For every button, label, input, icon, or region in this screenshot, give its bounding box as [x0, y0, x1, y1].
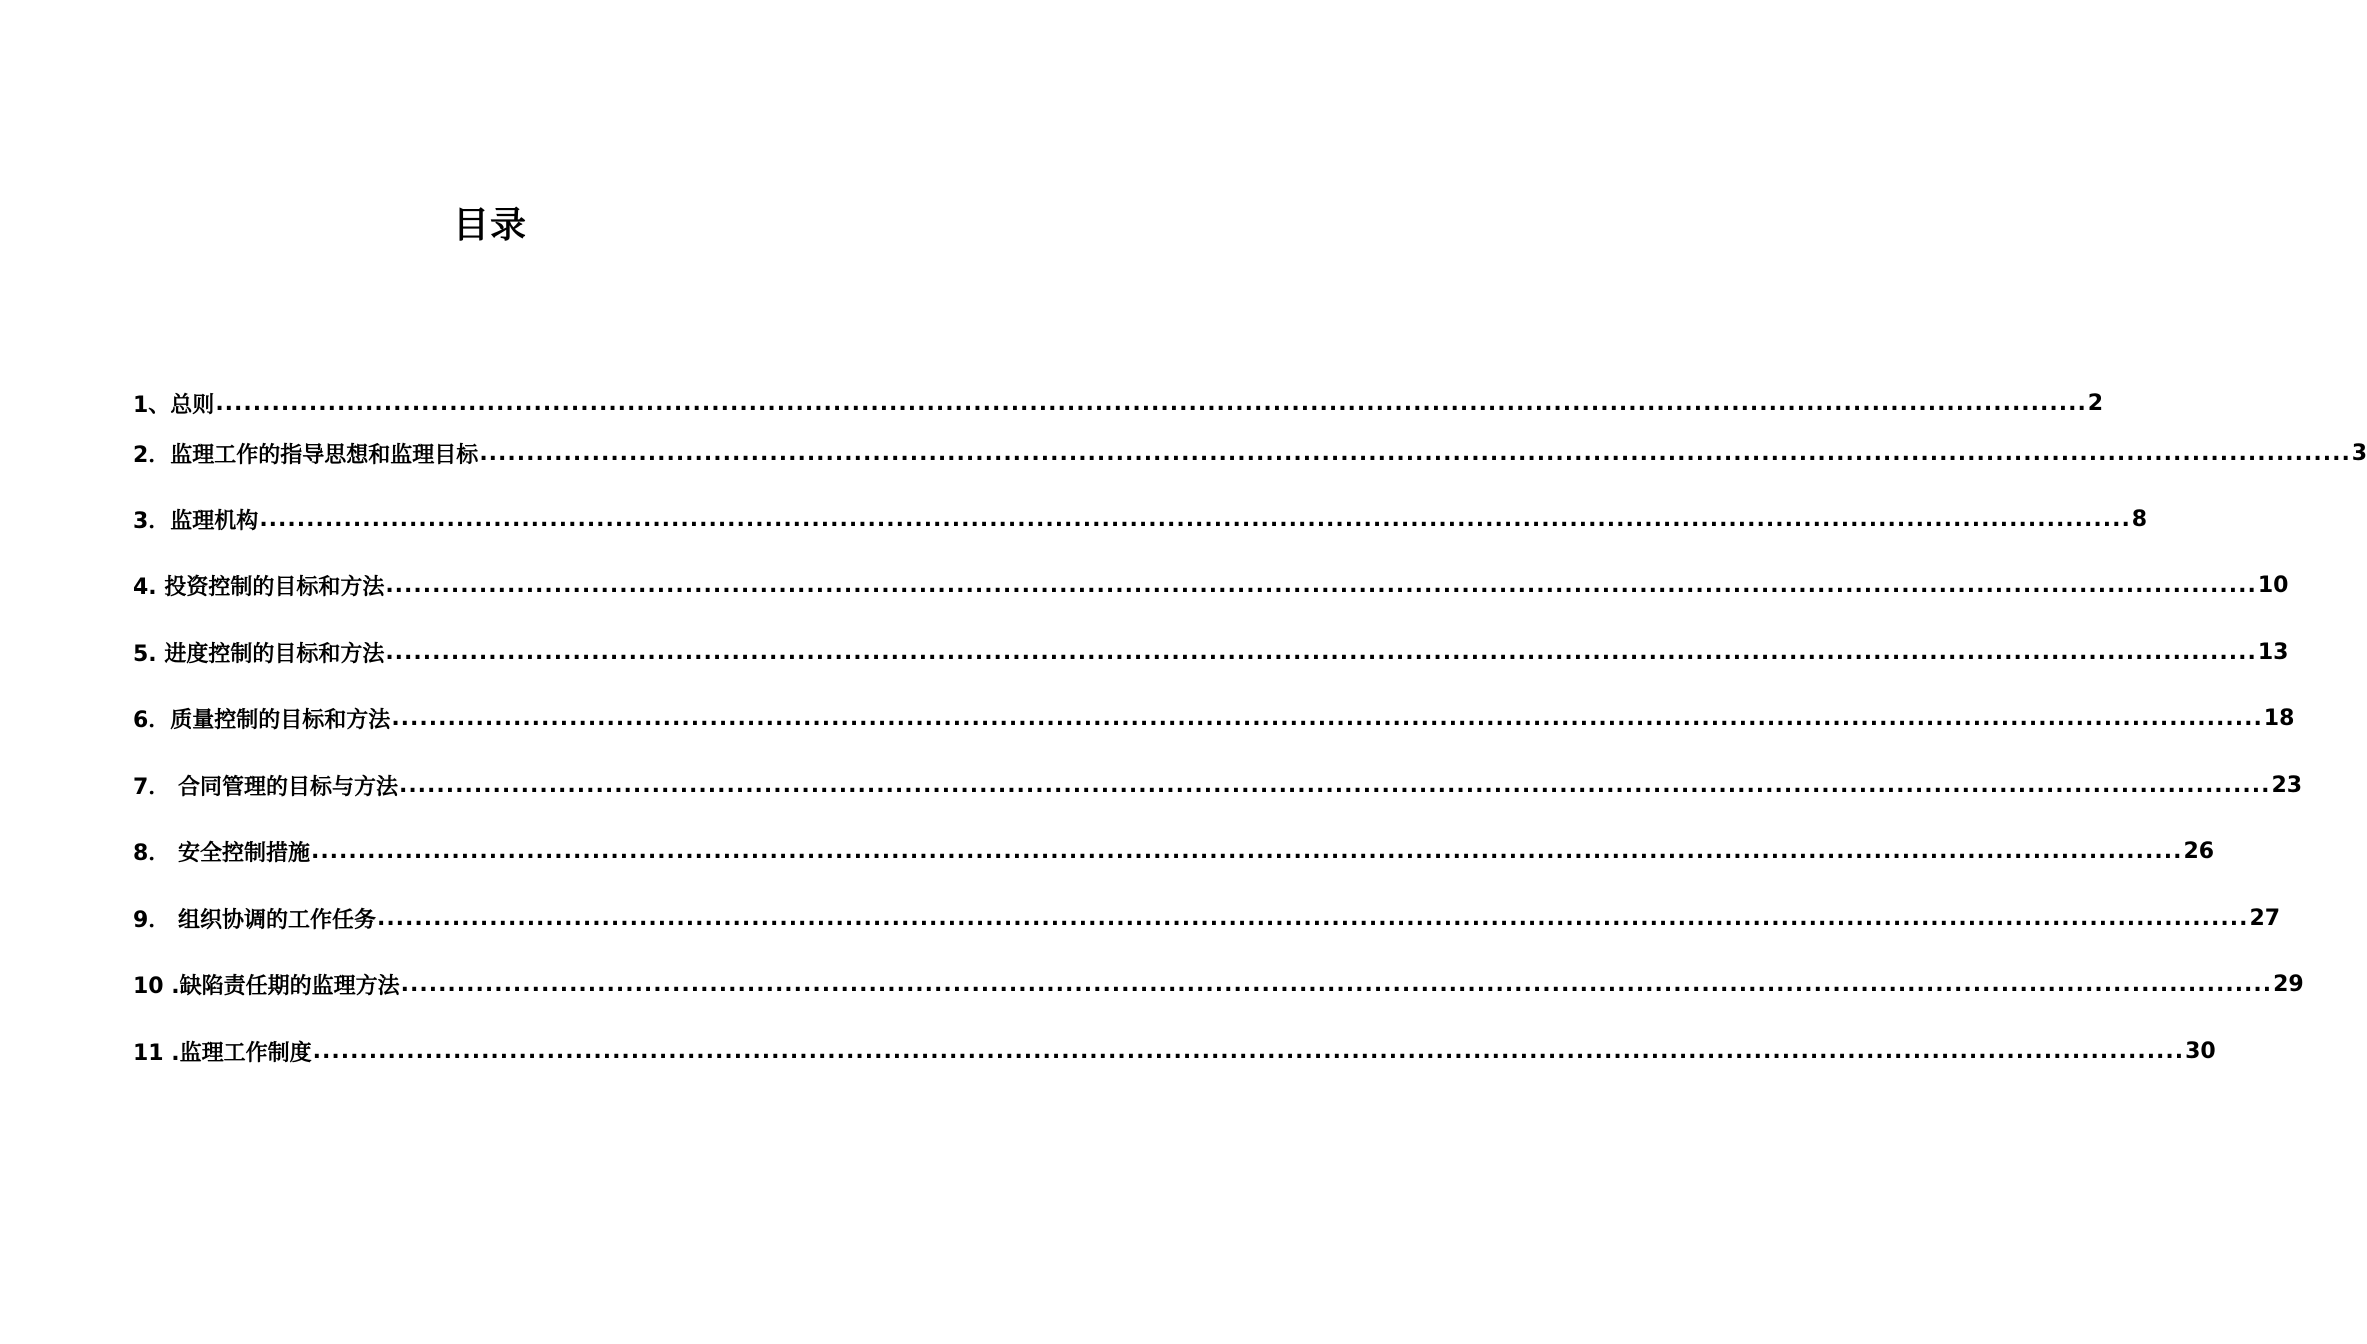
toc-entry[interactable] — [133, 701, 2295, 735]
toc-entry[interactable] — [133, 834, 2215, 868]
toc-entry[interactable] — [133, 502, 2148, 536]
toc-leader-dots: ........................................................................................................................................................................................................ — [312, 1038, 2185, 1064]
toc-entry[interactable] — [133, 768, 2303, 802]
toc-leader-dots: ........................................................................................................................................................................................................ — [391, 705, 2263, 731]
toc-entry-page: 3 — [2351, 440, 2367, 466]
toc-entry[interactable] — [133, 568, 2289, 602]
toc-entry-page: 30 — [2185, 1038, 2216, 1064]
toc-entry-page: 10 — [2257, 572, 2289, 598]
toc-entry-title: 1、总则 — [133, 392, 215, 418]
toc-entry-page: 8 — [2131, 506, 2148, 532]
toc-title: 目录 — [452, 205, 527, 246]
toc-entry-page: 29 — [2273, 971, 2304, 997]
toc-leader-dots: ........................................................................................................................................................................................................ — [385, 639, 2257, 665]
toc-leader-dots: ........................................................................................................................................................................................................ — [310, 838, 2183, 864]
toc-entry[interactable] — [133, 436, 2367, 470]
toc-entry-title: 8． 安全控制措施 — [133, 840, 310, 866]
toc-entry-title: 7． 合同管理的目标与方法 — [133, 774, 398, 800]
toc-entry-title: 4. 投资控制的目标和方法 — [133, 574, 385, 600]
toc-entry-title: 5. 进度控制的目标和方法 — [133, 641, 385, 667]
toc-leader-dots: ........................................................................................................................................................................................................ — [400, 971, 2273, 997]
toc-leader-dots: ........................................................................................................................................................................................................ — [376, 905, 2249, 931]
toc-leader-dots: ........................................................................................................................................................................................................ — [215, 390, 2087, 416]
toc-entry-title: 2．监理工作的指导思想和监理目标 — [133, 442, 479, 468]
toc-leader-dots: ........................................................................................................................................................................................................ — [385, 572, 2257, 598]
toc-entry-page: 26 — [2183, 838, 2215, 864]
toc-entry-page: 18 — [2263, 705, 2295, 731]
toc-entry[interactable] — [133, 901, 2281, 935]
toc-entry-title: 9． 组织协调的工作任务 — [133, 907, 376, 933]
toc-entry[interactable] — [133, 967, 2304, 1001]
toc-entry[interactable] — [133, 635, 2289, 669]
toc-entry-page: 13 — [2257, 639, 2289, 665]
toc-entry-page: 2 — [2087, 390, 2104, 416]
toc-entry[interactable] — [133, 386, 2104, 420]
toc-leader-dots: ........................................................................................................................................................................................................ — [479, 440, 2351, 466]
toc-entry-page: 23 — [2271, 772, 2303, 798]
toc-leader-dots: ........................................................................................................................................................................................................ — [398, 772, 2271, 798]
toc-entry[interactable] — [133, 1034, 2216, 1068]
toc-entry-title: 6．质量控制的目标和方法 — [133, 707, 391, 733]
toc-entry-title: 10 .缺陷责任期的监理方法 — [133, 973, 400, 999]
toc-leader-dots: ........................................................................................................................................................................................................ — [259, 506, 2131, 532]
toc-entry-title: 3．监理机构 — [133, 508, 259, 534]
toc-entry-page: 27 — [2249, 905, 2281, 931]
toc-entry-title: 11 .监理工作制度 — [133, 1040, 312, 1066]
